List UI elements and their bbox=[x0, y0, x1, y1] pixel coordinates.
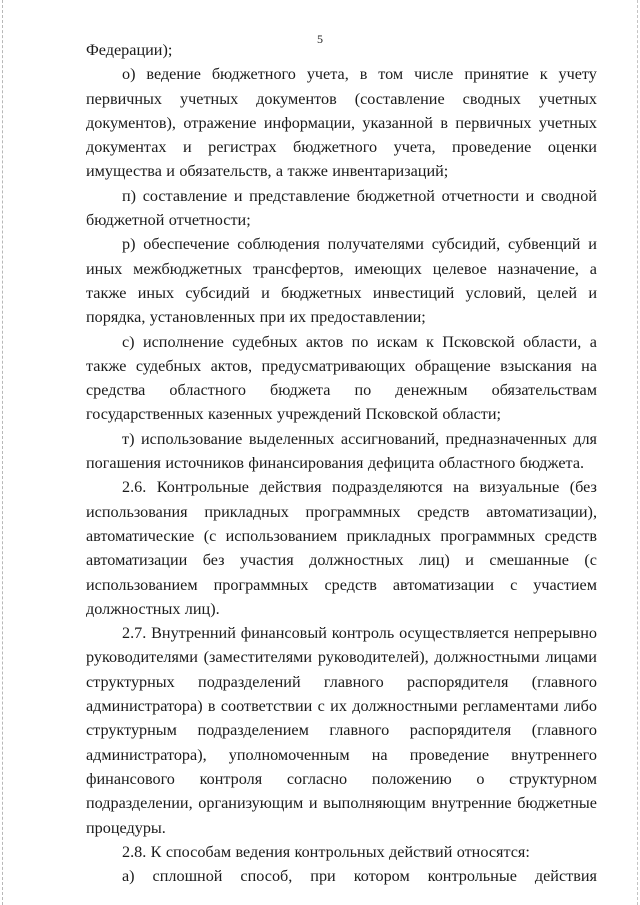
text-line: финансового контроля согласно положению о структурном bbox=[86, 769, 597, 788]
text-line: 2.8. К способам ведения контрольных действий относятся: bbox=[122, 842, 530, 861]
text-line: п) составление и представление бюджетной отчетности и сводной bbox=[122, 186, 597, 205]
text-line: погашения источников финансирования дефицита областного бюджета. bbox=[86, 454, 585, 473]
text-line: р) обеспечение соблюдения получателями субсидий, субвенций и bbox=[122, 235, 597, 254]
scan-edge-right bbox=[637, 0, 638, 905]
document-body bbox=[86, 38, 597, 888]
text-line: имущества и обязательств, а также инвентаризаций; bbox=[86, 162, 449, 181]
text-line: администратора) в соответствии с их должностными регламентами либо bbox=[86, 697, 597, 716]
text-line: государственных казенных учреждений Псковской области; bbox=[86, 405, 501, 424]
text-line: структурных подразделений главного распорядителя (главного bbox=[86, 672, 597, 691]
text-line: также иных субсидий и бюджетных инвестиций условий, целей и bbox=[86, 283, 597, 302]
text-line: использованием программных средств автоматизации с участием bbox=[86, 575, 597, 594]
page-number: 5 bbox=[317, 32, 323, 46]
text-line: администратора), уполномоченным на проведение внутреннего bbox=[86, 745, 597, 764]
text-line: иных межбюджетных трансфертов, имеющих целевое назначение, а bbox=[86, 259, 597, 278]
text-line: подразделении, организующим и выполняющим внутренние бюджетные bbox=[86, 794, 597, 813]
text-line: о) ведение бюджетного учета, в том числе принятие к учету bbox=[122, 65, 597, 84]
text-line: руководителями (заместителями руководителей), должностными лицами bbox=[86, 648, 597, 667]
text-line: первичных учетных документов (составление сводных учетных bbox=[86, 89, 597, 108]
text-line: должностных лиц). bbox=[86, 599, 220, 618]
scan-edge-left bbox=[2, 0, 3, 905]
text-line: 2.6. Контрольные действия подразделяются на визуальные (без bbox=[122, 478, 597, 497]
text-line: использования прикладных программных средств автоматизации), bbox=[86, 502, 597, 521]
text-line: автоматизации без участия должностных лиц) и смешанные (с bbox=[86, 551, 597, 570]
text-line: с) исполнение судебных актов по искам к Псковской области, а bbox=[122, 332, 597, 351]
text-line: порядка, установленных при их предоставлении; bbox=[86, 308, 426, 327]
text-line: также судебных актов, предусматривающих обращение взыскания на bbox=[86, 356, 597, 375]
text-line: 2.7. Внутренний финансовый контроль осуществляется непрерывно bbox=[122, 624, 597, 643]
text-line: документов), отражение информации, указанной в первичных учетных bbox=[86, 113, 597, 132]
text-line: Федерации); bbox=[86, 41, 173, 59]
text-line: структурным подразделением главного распорядителя (главного bbox=[86, 721, 597, 740]
text-line: средства областного бюджета по денежным обязательствам bbox=[86, 381, 597, 400]
text-line: бюджетной отчетности; bbox=[86, 211, 251, 230]
text-line: автоматические (с использованием прикладных программных средств bbox=[86, 526, 597, 545]
text-line: т) использование выделенных ассигнований, предназначенных для bbox=[122, 429, 597, 448]
text-line: процедуры. bbox=[86, 818, 166, 837]
text-line: а) сплошной способ, при котором контрольные действия bbox=[122, 867, 597, 886]
text-line: документах и регистрах бюджетного учета, проведение оценки bbox=[86, 138, 597, 157]
